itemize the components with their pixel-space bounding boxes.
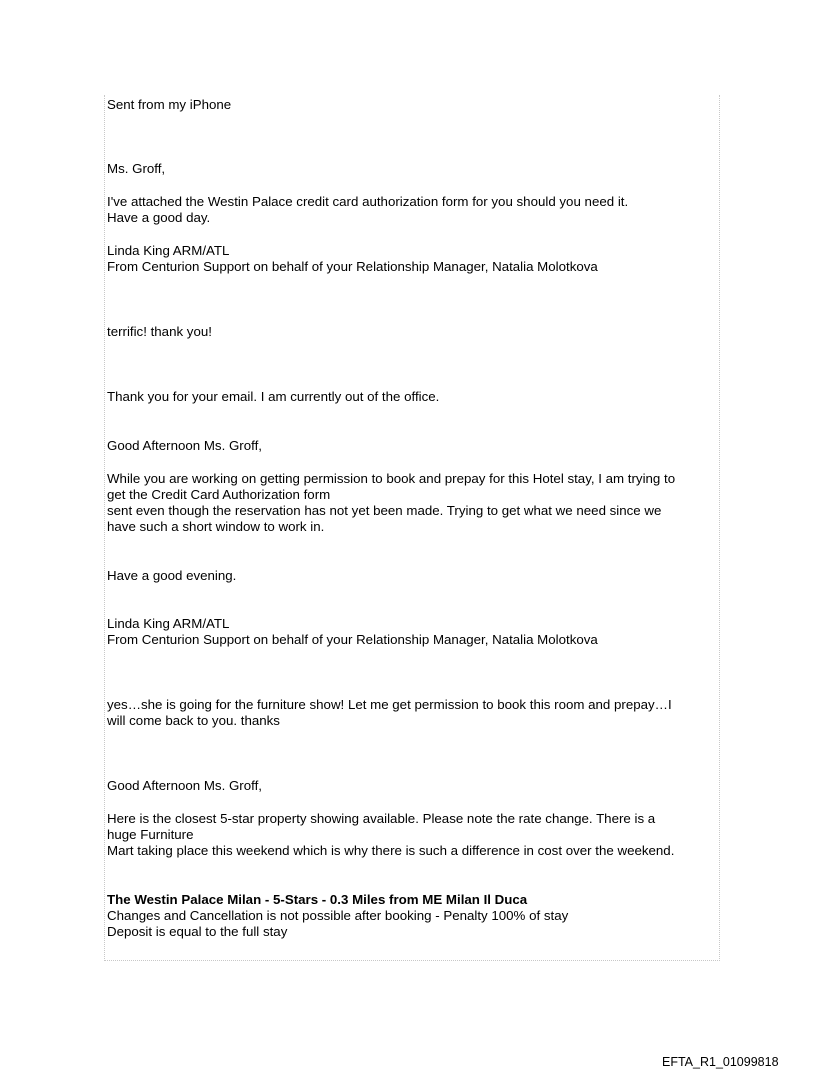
reply-line: yes…she is going for the furniture show! Let me get permission to book this room and prepay…I	[107, 697, 672, 712]
body-line: I've attached the Westin Palace credit card authorization form for you should you need it.	[107, 194, 629, 209]
hotel-policy-line: Deposit is equal to the full stay	[107, 924, 288, 939]
body-line: get the Credit Card Authorization form	[107, 487, 331, 502]
reply-line: terrific! thank you!	[107, 324, 212, 339]
auto-reply-line: Thank you for your email. I am currently out of the office.	[107, 389, 440, 404]
signature-org: From Centurion Support on behalf of your Relationship Manager, Natalia Molotkova	[107, 632, 598, 647]
signature-name: Linda King ARM/ATL	[107, 616, 230, 631]
body-line: Mart taking place this weekend which is why there is such a difference in cost over the weekend.	[107, 843, 675, 858]
signature-name: Linda King ARM/ATL	[107, 243, 230, 258]
signature-org: From Centurion Support on behalf of your Relationship Manager, Natalia Molotkova	[107, 259, 598, 274]
signature-sent-from: Sent from my iPhone	[107, 97, 232, 112]
document-id-footer: EFTA_R1_01099818	[662, 1055, 779, 1069]
body-line: huge Furniture	[107, 827, 194, 842]
body-line: While you are working on getting permission to book and prepay for this Hotel stay, I am trying to	[107, 471, 676, 486]
body-line: have such a short window to work in.	[107, 519, 325, 534]
reply-line: will come back to you. thanks	[107, 713, 280, 728]
hotel-policy-line: Changes and Cancellation is not possible after booking - Penalty 100% of stay	[107, 908, 569, 923]
body-line: Here is the closest 5-star property showing available. Please note the rate change. There is a	[107, 811, 656, 826]
body-line: sent even though the reservation has not yet been made. Trying to get what we need since we	[107, 503, 662, 518]
closing-line: Have a good evening.	[107, 568, 237, 583]
hotel-title: The Westin Palace Milan - 5-Stars - 0.3 Miles from ME Milan Il Duca	[107, 892, 528, 907]
salutation: Good Afternoon Ms. Groff,	[107, 438, 262, 453]
body-line: Have a good day.	[107, 210, 211, 225]
salutation: Ms. Groff,	[107, 161, 166, 176]
salutation: Good Afternoon Ms. Groff,	[107, 778, 262, 793]
